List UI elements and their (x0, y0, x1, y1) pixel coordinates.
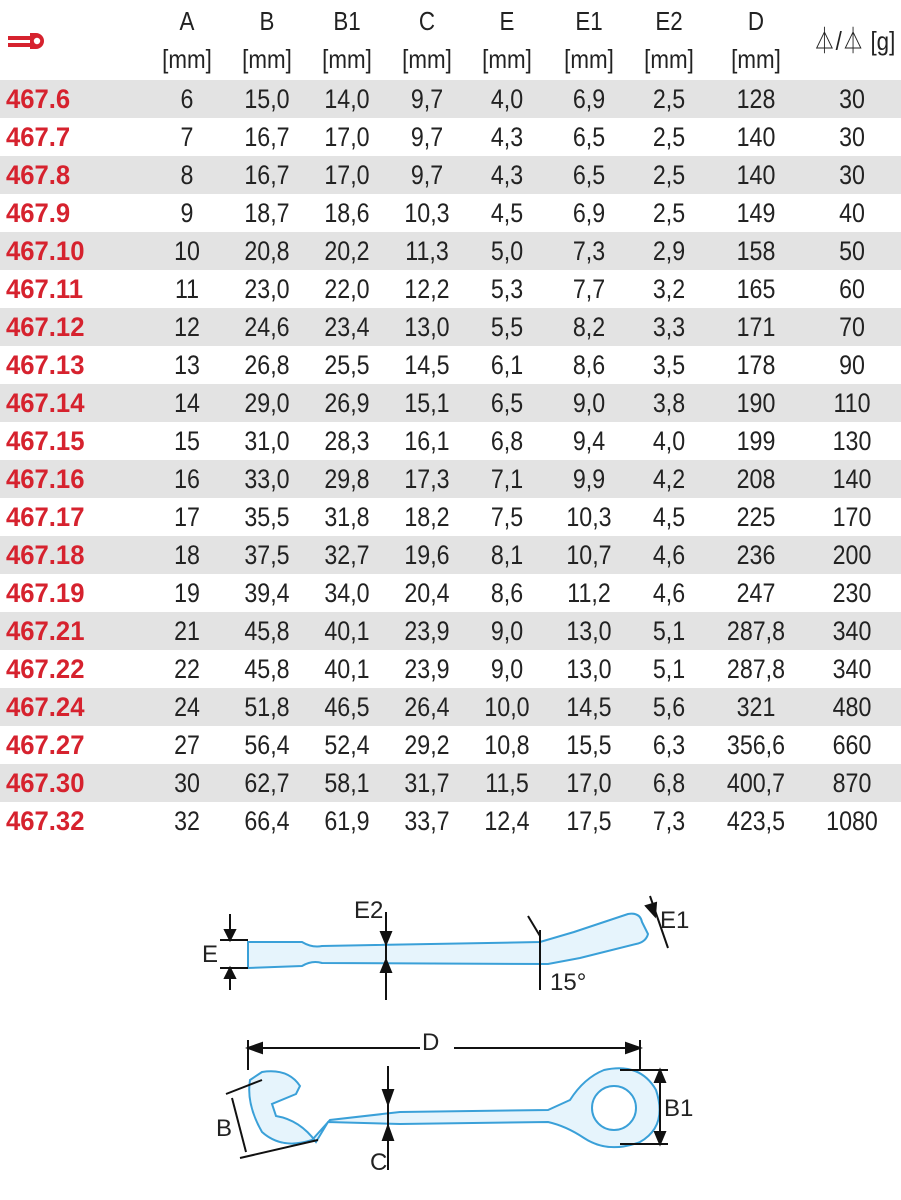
cell-w: 1080 (826, 806, 878, 836)
label-c: C (370, 1149, 388, 1176)
column-header-e1 (550, 2, 627, 78)
cell-e2: 6,8 (652, 768, 686, 798)
cell-b: 66,4 (244, 806, 290, 836)
cell-c: 15,1 (404, 388, 450, 418)
cell-e2: 5,1 (652, 654, 686, 684)
cell-b: 23,0 (244, 274, 290, 304)
cell-d: 225 (736, 502, 776, 532)
reference-number: 467.10 (6, 236, 85, 266)
table-row (0, 270, 901, 308)
cell-e: 7,5 (490, 502, 524, 532)
column-unit: [mm] (322, 44, 372, 74)
cell-d: 287,8 (726, 654, 786, 684)
cell-d: 178 (736, 350, 776, 380)
cell-w: 340 (832, 654, 872, 684)
cell-b: 16,7 (244, 160, 290, 190)
cell-e: 6,5 (490, 388, 524, 418)
cell-e: 4,3 (490, 160, 524, 190)
cell-b1: 22,0 (324, 274, 370, 304)
column-label: C (418, 6, 436, 36)
cell-b1: 40,1 (324, 616, 370, 646)
cell-e2: 3,2 (652, 274, 686, 304)
cell-e: 7,1 (490, 464, 524, 494)
label-b: B (216, 1115, 233, 1142)
column-header-w (813, 22, 896, 60)
column-header-b (228, 2, 305, 78)
label-b1: B1 (664, 1095, 694, 1122)
column-label: B1 (333, 6, 361, 36)
cell-e2: 3,3 (652, 312, 686, 342)
table-row (0, 194, 901, 232)
cell-c: 23,9 (404, 616, 450, 646)
cell-b1: 46,5 (324, 692, 370, 722)
cell-a: 11 (174, 274, 200, 304)
cell-e1: 7,3 (572, 236, 606, 266)
column-unit: [mm] (162, 44, 212, 74)
cell-c: 26,4 (404, 692, 450, 722)
cell-b1: 18,6 (324, 198, 370, 228)
cell-d: 400,7 (726, 768, 786, 798)
cell-e: 4,0 (490, 84, 524, 114)
cell-e: 8,6 (490, 578, 524, 608)
cell-b: 37,5 (244, 540, 290, 570)
wrench-dimension-diagram (0, 860, 901, 1200)
reference-number: 467.30 (6, 768, 85, 798)
reference-number: 467.11 (6, 274, 84, 304)
cell-c: 31,7 (404, 768, 450, 798)
reference-number: 467.6 (6, 84, 71, 114)
column-unit: [mm] (402, 44, 452, 74)
cell-b1: 61,9 (324, 806, 370, 836)
reference-number: 467.17 (6, 502, 85, 532)
table-row (0, 460, 901, 498)
table-row (0, 118, 901, 156)
cell-w: 870 (832, 768, 872, 798)
cell-b: 18,7 (244, 198, 290, 228)
cell-e: 5,0 (490, 236, 524, 266)
reference-number: 467.27 (6, 730, 85, 760)
reference-number: 467.21 (6, 616, 85, 646)
cell-e1: 6,9 (572, 198, 606, 228)
reference-number: 467.14 (6, 388, 85, 418)
cell-d: 190 (736, 388, 776, 418)
cell-c: 12,2 (404, 274, 450, 304)
cell-b: 31,0 (244, 426, 290, 456)
cell-e2: 2,5 (652, 198, 686, 228)
cell-b: 45,8 (244, 616, 290, 646)
cell-w: 50 (839, 236, 865, 266)
cell-a: 12 (174, 312, 200, 342)
cell-e2: 2,5 (652, 122, 686, 152)
reference-number: 467.15 (6, 426, 85, 456)
table-row (0, 498, 901, 536)
cell-a: 6 (180, 84, 194, 114)
cell-w: 170 (832, 502, 872, 532)
cell-b1: 17,0 (324, 122, 370, 152)
cell-c: 18,2 (404, 502, 450, 532)
cell-a: 9 (180, 198, 194, 228)
column-unit: [mm] (731, 44, 781, 74)
cell-c: 33,7 (404, 806, 450, 836)
reference-number: 467.16 (6, 464, 85, 494)
cell-d: 149 (736, 198, 776, 228)
label-e: E (202, 941, 219, 968)
cell-b1: 34,0 (324, 578, 370, 608)
cell-e: 5,5 (490, 312, 524, 342)
reference-number: 467.32 (6, 806, 85, 836)
cell-d: 140 (736, 122, 776, 152)
cell-b: 24,6 (244, 312, 290, 342)
table-row (0, 156, 901, 194)
cell-a: 13 (174, 350, 200, 380)
cell-e1: 10,3 (566, 502, 612, 532)
cell-e1: 6,5 (572, 122, 606, 152)
column-header-a (148, 2, 225, 78)
cell-e2: 2,9 (652, 236, 686, 266)
cell-a: 21 (174, 616, 200, 646)
wrench-top-view (249, 1068, 659, 1147)
cell-a: 18 (174, 540, 200, 570)
cell-e: 9,0 (490, 616, 524, 646)
cell-e1: 9,9 (572, 464, 606, 494)
cell-c: 9,7 (410, 160, 444, 190)
cell-w: 130 (832, 426, 872, 456)
reference-number: 467.19 (6, 578, 85, 608)
table-row (0, 726, 901, 764)
cell-a: 17 (174, 502, 200, 532)
table-row (0, 688, 901, 726)
table-row (0, 308, 901, 346)
cell-b1: 31,8 (324, 502, 370, 532)
column-label: E1 (575, 6, 603, 36)
cell-a: 8 (180, 160, 194, 190)
cell-w: 70 (839, 312, 865, 342)
cell-d: 356,6 (726, 730, 786, 760)
cell-e: 5,3 (490, 274, 524, 304)
wrench-side-view (248, 914, 648, 968)
cell-w: 30 (839, 84, 865, 114)
cell-e2: 4,5 (652, 502, 686, 532)
cell-d: 236 (736, 540, 776, 570)
cell-b: 35,5 (244, 502, 290, 532)
cell-w: 30 (839, 122, 865, 152)
cell-b1: 23,4 (324, 312, 370, 342)
cell-d: 321 (736, 692, 776, 722)
cell-c: 9,7 (410, 122, 444, 152)
reference-number: 467.9 (6, 198, 71, 228)
column-unit: [mm] (644, 44, 694, 74)
cell-e2: 4,2 (652, 464, 686, 494)
cell-a: 15 (174, 426, 200, 456)
table-row (0, 764, 901, 802)
cell-b1: 26,9 (324, 388, 370, 418)
cell-e2: 3,5 (652, 350, 686, 380)
cell-w: 110 (833, 388, 871, 418)
cell-b: 62,7 (244, 768, 290, 798)
cell-c: 16,1 (404, 426, 450, 456)
cell-e: 6,8 (490, 426, 524, 456)
cell-c: 10,3 (404, 198, 450, 228)
cell-e1: 8,2 (572, 312, 606, 342)
cell-b1: 14,0 (324, 84, 370, 114)
cell-c: 20,4 (404, 578, 450, 608)
cell-b: 39,4 (244, 578, 290, 608)
column-label: E (499, 6, 515, 36)
column-header-e (468, 2, 545, 78)
cell-a: 24 (174, 692, 200, 722)
cell-e2: 7,3 (652, 806, 686, 836)
cell-w: 340 (832, 616, 872, 646)
cell-w: 30 (839, 160, 865, 190)
label-e1: E1 (660, 907, 690, 934)
cell-a: 27 (174, 730, 200, 760)
column-label: A (179, 6, 195, 36)
cell-b: 33,0 (244, 464, 290, 494)
cell-b: 45,8 (244, 654, 290, 684)
cell-b: 15,0 (244, 84, 290, 114)
cell-b: 29,0 (244, 388, 290, 418)
cell-b: 16,7 (244, 122, 290, 152)
cell-d: 247 (736, 578, 776, 608)
cell-w: 480 (832, 692, 872, 722)
column-header-c (388, 2, 465, 78)
cell-e: 4,3 (490, 122, 524, 152)
column-unit: [mm] (564, 44, 614, 74)
cell-e2: 4,6 (652, 540, 686, 570)
cell-e2: 2,5 (652, 84, 686, 114)
cell-e1: 9,4 (572, 426, 606, 456)
reference-number: 467.22 (6, 654, 85, 684)
cell-w: 90 (839, 350, 865, 380)
cell-c: 9,7 (410, 84, 444, 114)
cell-d: 199 (736, 426, 776, 456)
cell-e: 6,1 (490, 350, 524, 380)
cell-d: 423,5 (726, 806, 786, 836)
table-row (0, 384, 901, 422)
column-unit: [mm] (242, 44, 292, 74)
cell-e1: 9,0 (572, 388, 606, 418)
cell-w: 200 (832, 540, 872, 570)
table-row (0, 422, 901, 460)
table-row (0, 574, 901, 612)
cell-w: 60 (839, 274, 865, 304)
cell-e2: 5,1 (652, 616, 686, 646)
wrench-logo-icon (8, 30, 48, 52)
cell-e: 9,0 (490, 654, 524, 684)
cell-e2: 5,6 (652, 692, 686, 722)
label-d: D (422, 1029, 440, 1056)
cell-e2: 4,0 (652, 426, 686, 456)
table-row (0, 536, 901, 574)
column-header-d (717, 2, 794, 78)
cell-c: 11,3 (405, 236, 449, 266)
cell-a: 7 (180, 122, 194, 152)
cell-e: 8,1 (490, 540, 524, 570)
cell-e2: 3,8 (652, 388, 686, 418)
cell-c: 19,6 (404, 540, 450, 570)
cell-a: 14 (174, 388, 200, 418)
column-label: ⏃/⏃ [g] (813, 26, 896, 56)
column-header-b1 (308, 2, 385, 78)
cell-e2: 6,3 (652, 730, 686, 760)
cell-e1: 11,2 (567, 578, 611, 608)
cell-b1: 28,3 (324, 426, 370, 456)
cell-e1: 10,7 (566, 540, 612, 570)
cell-d: 287,8 (726, 616, 786, 646)
cell-e1: 13,0 (566, 616, 612, 646)
cell-c: 23,9 (404, 654, 450, 684)
cell-e: 12,4 (484, 806, 530, 836)
cell-d: 171 (736, 312, 776, 342)
reference-number: 467.24 (6, 692, 85, 722)
cell-e: 10,8 (484, 730, 530, 760)
column-unit: [mm] (482, 44, 532, 74)
label-e2: E2 (354, 897, 384, 924)
cell-e1: 17,0 (566, 768, 612, 798)
cell-b: 56,4 (244, 730, 290, 760)
cell-e1: 8,6 (572, 350, 606, 380)
cell-b1: 32,7 (324, 540, 370, 570)
cell-a: 19 (174, 578, 200, 608)
cell-b: 20,8 (244, 236, 290, 266)
cell-e: 11,5 (485, 768, 529, 798)
column-label: E2 (655, 6, 683, 36)
table-row (0, 612, 901, 650)
cell-c: 14,5 (404, 350, 450, 380)
cell-w: 140 (832, 464, 872, 494)
cell-b1: 20,2 (324, 236, 370, 266)
cell-e1: 6,9 (572, 84, 606, 114)
cell-b: 51,8 (244, 692, 290, 722)
cell-c: 17,3 (404, 464, 450, 494)
column-header-e2 (630, 2, 707, 78)
cell-e2: 4,6 (652, 578, 686, 608)
cell-e1: 17,5 (566, 806, 612, 836)
table-row (0, 80, 901, 118)
cell-e2: 2,5 (652, 160, 686, 190)
cell-e: 4,5 (490, 198, 524, 228)
cell-b1: 40,1 (324, 654, 370, 684)
cell-a: 32 (174, 806, 200, 836)
cell-b1: 17,0 (324, 160, 370, 190)
cell-d: 208 (736, 464, 776, 494)
cell-d: 140 (736, 160, 776, 190)
cell-b1: 58,1 (324, 768, 370, 798)
cell-d: 158 (736, 236, 776, 266)
cell-d: 128 (736, 84, 776, 114)
cell-b: 26,8 (244, 350, 290, 380)
reference-number: 467.7 (6, 122, 71, 152)
table-row (0, 650, 901, 688)
cell-w: 660 (832, 730, 872, 760)
reference-number: 467.12 (6, 312, 85, 342)
cell-b1: 25,5 (324, 350, 370, 380)
cell-a: 22 (174, 654, 200, 684)
cell-e1: 13,0 (566, 654, 612, 684)
cell-e1: 7,7 (572, 274, 606, 304)
cell-a: 16 (174, 464, 200, 494)
cell-b1: 52,4 (324, 730, 370, 760)
cell-e1: 6,5 (572, 160, 606, 190)
cell-b1: 29,8 (324, 464, 370, 494)
cell-e: 10,0 (484, 692, 530, 722)
cell-e1: 15,5 (566, 730, 612, 760)
reference-number: 467.8 (6, 160, 71, 190)
reference-number: 467.13 (6, 350, 85, 380)
table-row (0, 232, 901, 270)
cell-d: 165 (736, 274, 776, 304)
reference-number: 467.18 (6, 540, 85, 570)
cell-w: 230 (832, 578, 872, 608)
label-angle: 15° (550, 969, 587, 996)
column-label: D (747, 6, 765, 36)
cell-a: 10 (174, 236, 200, 266)
column-label: B (259, 6, 275, 36)
cell-c: 13,0 (404, 312, 450, 342)
table-row (0, 346, 901, 384)
cell-c: 29,2 (404, 730, 450, 760)
cell-a: 30 (174, 768, 200, 798)
cell-e1: 14,5 (566, 692, 612, 722)
table-row (0, 802, 901, 840)
cell-w: 40 (839, 198, 865, 228)
